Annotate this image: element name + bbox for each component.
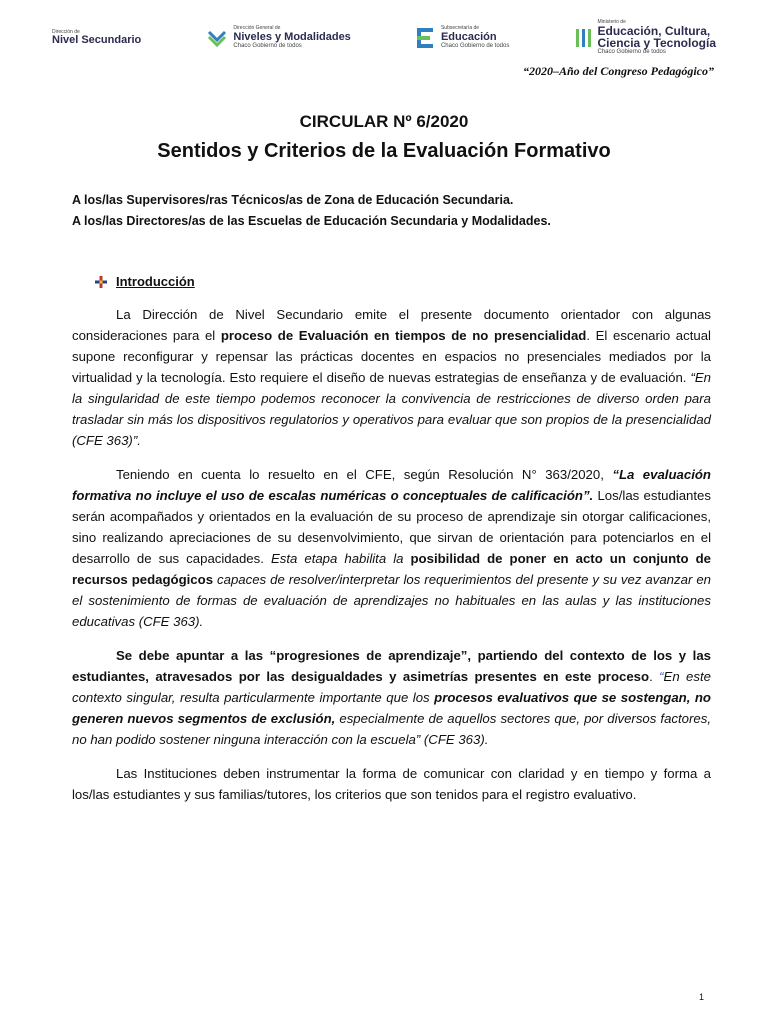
addressee-line-1: A los/las Supervisores/ras Técnicos/as de Zona de Educación Secundaria. [72,193,514,207]
logo-educacion [417,26,509,49]
p3-italic: En este contexto singular, resulta particularmente importante que los [72,669,711,705]
logo-small-text: Ministerio de [597,19,626,26]
logo-line2-text: Ciencia y Tecnología [597,36,716,51]
p1-text-c: . El escenario actual supone reconfigurar y repensar las prácticas docentes en espacios no presenciales mediados por la virtualidad y la tecnología. Esto requiere el diseño de nuevas estrategias de enseñanza y de evaluación. [72,328,711,385]
logo-niveles-modalidades [207,26,350,49]
p3-blue-quote-mark: “ [659,669,664,684]
logo-big-text: Niveles y Modalidades [233,30,351,43]
section-heading [94,274,195,289]
p3-text-b: . [649,669,660,684]
p2-bold: posibilidad de poner en acto un conjunto de recursos pedagógicos [72,551,711,587]
logo-sub-text: Chaco Gobierno de todos [233,43,302,50]
logo-small-text: Dirección General de [233,25,281,32]
paragraph-4: Las Instituciones deben instrumentar la forma de comunicar con claridad y en tiempo y forma a los/las estudiantes y sus familias/tutores, los criterios que son tenidos para el registro evaluativo. [72,766,711,802]
p3-bold: Se debe apuntar a las “progresiones de aprendizaje”, partiendo del contexto de los y las estudiantes, atravesados por las desigualdades y asimetrías presentes en este proceso [72,648,711,684]
ministerio-bars-icon [576,27,592,49]
section-title: Introducción [116,274,195,289]
logo-big-text: Educación [440,30,497,43]
p3-bold-italic: procesos evaluativos que se sostengan, no generen nuevos segmentos de exclusión, [72,690,711,726]
p2-italic: Esta etapa habilita la [270,551,411,566]
p2-text-a: Teniendo en cuenta lo resuelto en el CFE, según Resolución N° 363/2020, [116,467,613,482]
addressee-line-2: A los/las Directores/as de las Escuelas de Educación Secundaria y Modalidades. [72,214,551,228]
logo-ministerio [576,20,716,56]
document-title: CIRCULAR Nº 6/2020 [299,112,469,131]
logo-nivel-secundario [52,30,141,47]
paragraph-3 [72,645,711,750]
logo-small-text: Dirección de [52,28,80,35]
paragraph-2 [72,464,711,632]
logo-line1-text: Educación, Cultura, [597,24,711,39]
document-subtitle: Sentidos y Criterios de la Evaluación Formativo [157,140,611,162]
logo-sub-text: Chaco Gobierno de todos [597,49,666,56]
p2-bold-quote: “La evaluación formativa no incluye el uso de escalas numéricas o conceptuales de calificación”. [72,467,711,503]
logo-small-text: Subsecretaría de [440,25,480,32]
p3-italic-tail: especialmente de aquellos sectores que, por diversos factores, no han podido sostener ninguna interacción con la escuela” (CFE 363). [72,711,711,747]
p1-quote: “En la singularidad de este tiempo podemos reconocer la convivencia de restricciones de diverso orden para trasladar sin más los dispositivos regulatorios y operativos para evaluar que son propios de la presencialidad (CFE 363)”. [72,370,711,448]
paragraph-1 [72,304,711,451]
educacion-e-icon [417,28,435,48]
p1-text-a: La Dirección de Nivel Secundario emite el presente documento orientador con algunas consideraciones para el [72,307,711,343]
niveles-chevron-icon [207,29,227,47]
document-body [72,304,711,818]
year-motto: “2020–Año del Congreso Pedagógico” [523,64,714,78]
page-number: 1 [698,992,704,1002]
logo-big-text: Nivel Secundario [52,33,142,46]
bullet-plus-icon [94,275,108,289]
p2-italic-tail: capaces de resolver/interpretar los requerimientos del presente y su vez avanzar en el sostenimiento de formas de evaluación de aprendizajes no habituales en las aulas y las instituciones educativas (CFE 363). [72,572,711,629]
header-logos [52,19,716,56]
p1-bold: proceso de Evaluación en tiempos de no presencialidad [220,328,587,343]
p2-text-c: Los/las estudiantes serán acompañados y orientados en la evaluación de su proceso de aprendizaje sin otorgar calificaciones, sino realizando apreciaciones de su desenvolvimiento, que sirvan de orientación para potenciarlos en el desarrollo de sus capacidades. [72,488,711,566]
logo-sub-text: Chaco Gobierno de todos [440,43,510,50]
